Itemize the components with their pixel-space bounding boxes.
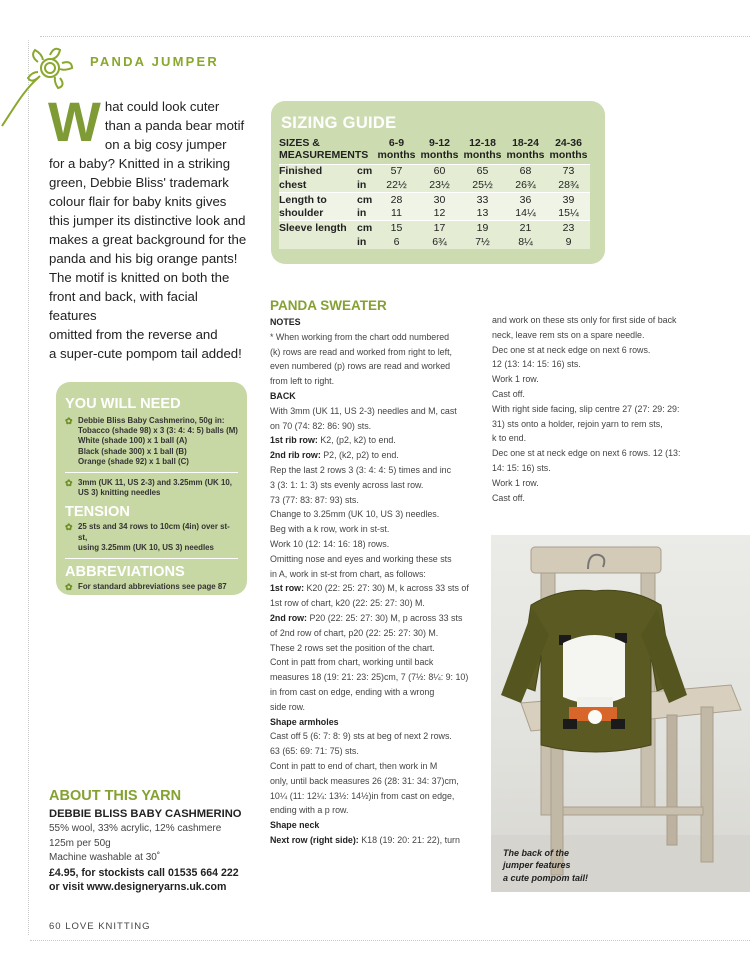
table-cell: 19 [461,221,504,235]
table-cell: 57 [375,164,418,178]
page-folio: 60 LOVE KNITTING [49,921,151,932]
pattern-heading: Next row (right side): [270,834,362,845]
pattern-text: in from cast on edge, ending with a wrong [270,686,435,697]
pattern-text: Work 10 (12: 14: 16: 18) rows. [270,538,390,549]
intro-line: for a baby? Knitted in a striking [49,156,231,171]
table-cell: 39 [547,192,590,206]
pattern-line [270,493,480,508]
pattern-text: These 2 rows set the position of the chart. [270,642,435,653]
size-header-cell: 12-18 months [463,136,502,161]
pattern-lines [270,315,480,848]
size-header-cell: 18-24 months [506,136,545,161]
size-header-cell: 24-36 months [549,136,588,161]
pattern-line [270,315,480,330]
pattern-line [270,655,480,670]
table-cell: 28¾ [558,179,579,192]
pattern-line [270,626,480,641]
pattern-text: 63 (65: 69: 71: 75) sts. [270,746,359,757]
flower-bullet-icon: ✿ [65,582,73,593]
pattern-text: 73 (77: 83: 87: 93) sts. [270,494,359,505]
pattern-text: on 70 (74: 82: 86: 90) sts. [270,420,372,431]
row-label: Sleeve length [279,221,357,235]
abbreviations-item: ✿ For standard abbreviations see page 87 [65,582,227,593]
flower-bullet-icon: ✿ [65,478,73,489]
pattern-text: from left to right. [270,376,335,387]
pattern-text: (k) rows are read and worked from right to left, [270,346,453,357]
pattern-text: Beg with a k row, work in st-st. [270,524,390,535]
pattern-text: ending with a p row. [270,805,349,816]
row-label: chest [279,179,307,192]
pattern-line [270,700,480,715]
row-unit: in [357,207,367,220]
yarn-detail: 55% wool, 33% acrylic, 12% cashmere [49,823,222,834]
caption-line: a cute pompom tail! [503,872,589,883]
pattern-text: With 3mm (UK 11, US 2-3) needles and M, cast [270,405,457,416]
pattern-line [270,433,480,448]
row-unit: in [357,179,367,192]
table-cell: 15¼ [558,207,579,220]
table-cell: 65 [461,164,504,178]
pattern-line: With right side facing, slip centre 27 (27: 29: 29: [492,403,680,414]
pattern-text: Cont in patt to end of chart, then work in M [270,760,438,771]
about-this-yarn [49,788,269,895]
pattern-line [270,404,480,419]
table-cell: 7½ [475,236,490,249]
pattern-line [270,803,480,818]
pattern-line [270,641,480,656]
abbreviations-title: ABBREVIATIONS [65,564,185,581]
row-label: Length to [279,192,357,206]
materials-item: ✿ Debbie Bliss Baby Cashmerino, 50g in: Tobacco (shade 98) x 3 (3: 4: 4: 5) balls (M) White (shade 100) x 1 ball (A) Black (shade 300) x 1 ball (B) Orange (shade 92) x 1 ball (C) [65,416,238,466]
pattern-line: 31) sts onto a holder, rejoin yarn to rem sts, [492,418,663,429]
pattern-title: PANDA SWEATER [270,298,387,313]
pattern-text: K18 (19: 20: 21: 22), turn [361,834,460,845]
row-label [279,235,357,249]
pattern-line [270,537,480,552]
pattern-line [270,789,480,804]
pattern-line [270,567,480,582]
yarn-detail: Machine washable at 30˚ [49,852,161,863]
table-cell: 60 [418,164,461,178]
page-border-bottom [30,940,750,941]
table-cell: 33 [461,192,504,206]
intro-line: panda and his big orange pants! [49,251,238,266]
pattern-line: Dec one st at neck edge on next 6 rows. [492,344,651,355]
pattern-line [270,818,480,833]
sizes-header: SIZES & MEASUREMENTS [279,136,369,161]
yarn-name: DEBBIE BLISS BABY CASHMERINO [49,808,242,820]
row-unit: in [357,236,367,249]
pattern-line [270,744,480,759]
row-label: shoulder [279,207,324,220]
pattern-text: Rep the last 2 rows 3 (3: 4: 4: 5) times and inc [270,464,452,475]
intro-line: The motif is knitted on both the [49,270,230,285]
pattern-line [270,389,480,404]
photo-caption [503,847,588,884]
intro-line: on a big cosy jumper [104,137,227,152]
pattern-line [270,670,480,685]
pattern-line [270,685,480,700]
table-cell: 13 [476,207,489,220]
pattern-text: Omitting nose and eyes and working these sts [270,553,452,564]
pattern-line [270,611,480,626]
pattern-line: Work 1 row. [492,374,539,385]
pattern-line: 14: 15: 16) sts. [492,462,551,473]
pattern-line: Cast off. [492,492,525,503]
table-cell: 22½ [386,179,407,192]
table-cell: 6¾ [432,236,447,249]
divider [65,472,238,473]
intro-line: hat could look cuter [104,99,220,114]
pattern-line: Dec one st at neck edge on next 6 rows. 12 (13: [492,448,681,459]
table-cell: 30 [418,192,461,206]
pattern-heading: NOTES [270,317,301,327]
pattern-text: Cont in patt from chart, working until back [270,657,434,668]
flower-bullet-icon: ✿ [65,416,73,426]
intro-line: makes a great background for the [49,232,247,247]
pattern-line [270,419,480,434]
tension-title: TENSION [65,504,130,521]
intro-line: colour flair for baby knits gives [49,194,227,209]
pattern-line [270,330,480,345]
pattern-line [270,596,480,611]
pattern-heading: Shape armholes [270,716,339,727]
row-unit: cm [357,192,375,206]
pattern-line [270,715,480,730]
pattern-heading: Shape neck [270,820,320,831]
table-cell: 9 [565,236,572,249]
intro-line: this jumper its distinctive look and [49,213,246,228]
pattern-text: even numbered (p) rows are read and worked [270,361,451,372]
table-cell: 11 [391,207,402,220]
table-cell: 73 [547,164,590,178]
pattern-line [270,463,480,478]
table-cell: 12 [433,207,446,220]
yarn-detail: 125m per 50g [49,837,111,849]
table-cell: 15 [375,221,418,235]
pattern-line: and work on these sts only for first side of back [492,315,677,325]
pattern-line [270,774,480,789]
pattern-text: in A, work in st-st from chart, as follows: [270,568,426,579]
caption-line: jumper features [503,860,571,871]
pattern-text: of 2nd row of chart, p20 (22: 25: 27: 30) M. [270,627,439,638]
pattern-text: Cast off 5 (6: 7: 8: 9) sts at beg of next 2 rows. [270,731,452,742]
yarn-website: or visit www.designeryarns.uk.com [49,881,227,893]
intro-line: than a panda bear motif [104,118,245,133]
pattern-text: measures 18 (19: 21: 23: 25)cm, 7 (7½: 8¼: 9: 10) [270,672,469,683]
yarn-stockist: £4.95, for stockists call 01535 664 222 [49,866,239,879]
table-cell: 36 [504,192,547,206]
pattern-column-continued [492,313,707,505]
sweater-photo [491,535,750,892]
row-unit: cm [357,221,375,235]
pattern-line [270,581,480,596]
pattern-column [270,297,480,848]
pattern-line [270,522,480,537]
pattern-line [270,552,480,567]
intro-line: a super-cute pompom tail added! [49,346,242,361]
pattern-text: only, until back measures 26 (28: 31: 34: 37)cm, [270,775,459,786]
tension-item: ✿ 25 sts and 34 rows to 10cm (4in) over st-st, using 3.25mm (UK 10, US 3) needles [65,522,230,552]
pattern-text: 10¼ (11: 12¼: 13½: 14½)in from cast on edge, [270,790,455,801]
about-yarn-title: ABOUT THIS YARN [49,788,182,804]
intro-line: green, Debbie Bliss' trademark [49,175,229,190]
materials-item: ✿ 3mm (UK 11, US 2-3) and 3.25mm (UK 10, US 3) knitting needles [65,478,232,498]
divider [65,558,238,559]
intro-line: front and back, with facial features [49,289,198,323]
table-cell: 21 [504,221,547,235]
pattern-line [270,478,480,493]
pattern-line [270,359,480,374]
intro-text [48,90,247,363]
pattern-line [270,507,480,522]
pattern-line [270,448,480,463]
pattern-line: 12 (13: 14: 15: 16) sts. [492,359,581,370]
table-cell: 14¼ [515,207,536,220]
page-border-top [40,36,750,37]
pattern-text: 1st row of chart, k20 (22: 25: 27: 30) M. [270,598,425,609]
pattern-line [270,759,480,774]
intro-line: omitted from the reverse and [49,327,218,342]
pattern-heading: BACK [270,390,296,401]
table-cell: 23 [547,221,590,235]
pattern-line [270,374,480,389]
row-label: Finished [279,164,357,178]
pattern-text: * When working from the chart odd numbered [270,331,450,342]
sizing-guide-title: SIZING GUIDE [281,114,397,132]
size-header-cell: 6-9 months [377,136,416,161]
sizing-table [279,134,590,249]
pattern-line: k to end. [492,433,527,444]
table-cell: 6 [393,236,400,249]
size-header-cell: 9-12 months [420,136,459,161]
you-will-need-title: YOU WILL NEED [65,396,181,412]
pattern-text: K20 (22: 25: 27: 30) M, k across 33 sts of [306,583,469,594]
caption-line: The back of the [503,848,570,858]
pattern-line: neck, leave rem sts on a spare needle. [492,329,645,340]
table-cell: 8¼ [518,236,533,249]
table-cell: 28 [375,192,418,206]
table-cell: 23½ [429,179,450,192]
page-title: PANDA JUMPER [90,54,219,69]
pattern-text: side row. [270,701,306,712]
pattern-text: P2, (k2, p2) to end. [323,450,399,461]
page-border-left [28,40,29,935]
pattern-heading: 2nd rib row: [270,450,324,461]
you-will-need-box [56,382,247,595]
pattern-text: Change to 3.25mm (UK 10, US 3) needles. [270,509,440,520]
pattern-line [270,729,480,744]
pattern-line [270,345,480,360]
sizing-guide-box [271,101,605,264]
table-cell: 68 [504,164,547,178]
flower-bullet-icon: ✿ [65,522,73,533]
pattern-line: Cast off. [492,388,525,399]
table-cell: 25½ [472,179,493,192]
pattern-heading: 2nd row: [270,612,310,623]
pattern-heading: 1st rib row: [270,435,321,446]
row-unit: cm [357,164,375,178]
pattern-heading: 1st row: [270,583,307,594]
pattern-text: K2, (p2, k2) to end. [320,435,396,446]
table-cell: 17 [418,221,461,235]
pattern-line: Work 1 row. [492,477,539,488]
drop-cap: W [48,90,101,153]
pattern-text: P20 (22: 25: 27: 30) M, p across 33 sts [309,612,463,623]
table-cell: 26¾ [515,179,536,192]
chair-sweater-illustration [491,535,750,892]
pattern-line [270,833,480,848]
pattern-text: 3 (3: 1: 1: 3) sts evenly across last row. [270,479,424,490]
